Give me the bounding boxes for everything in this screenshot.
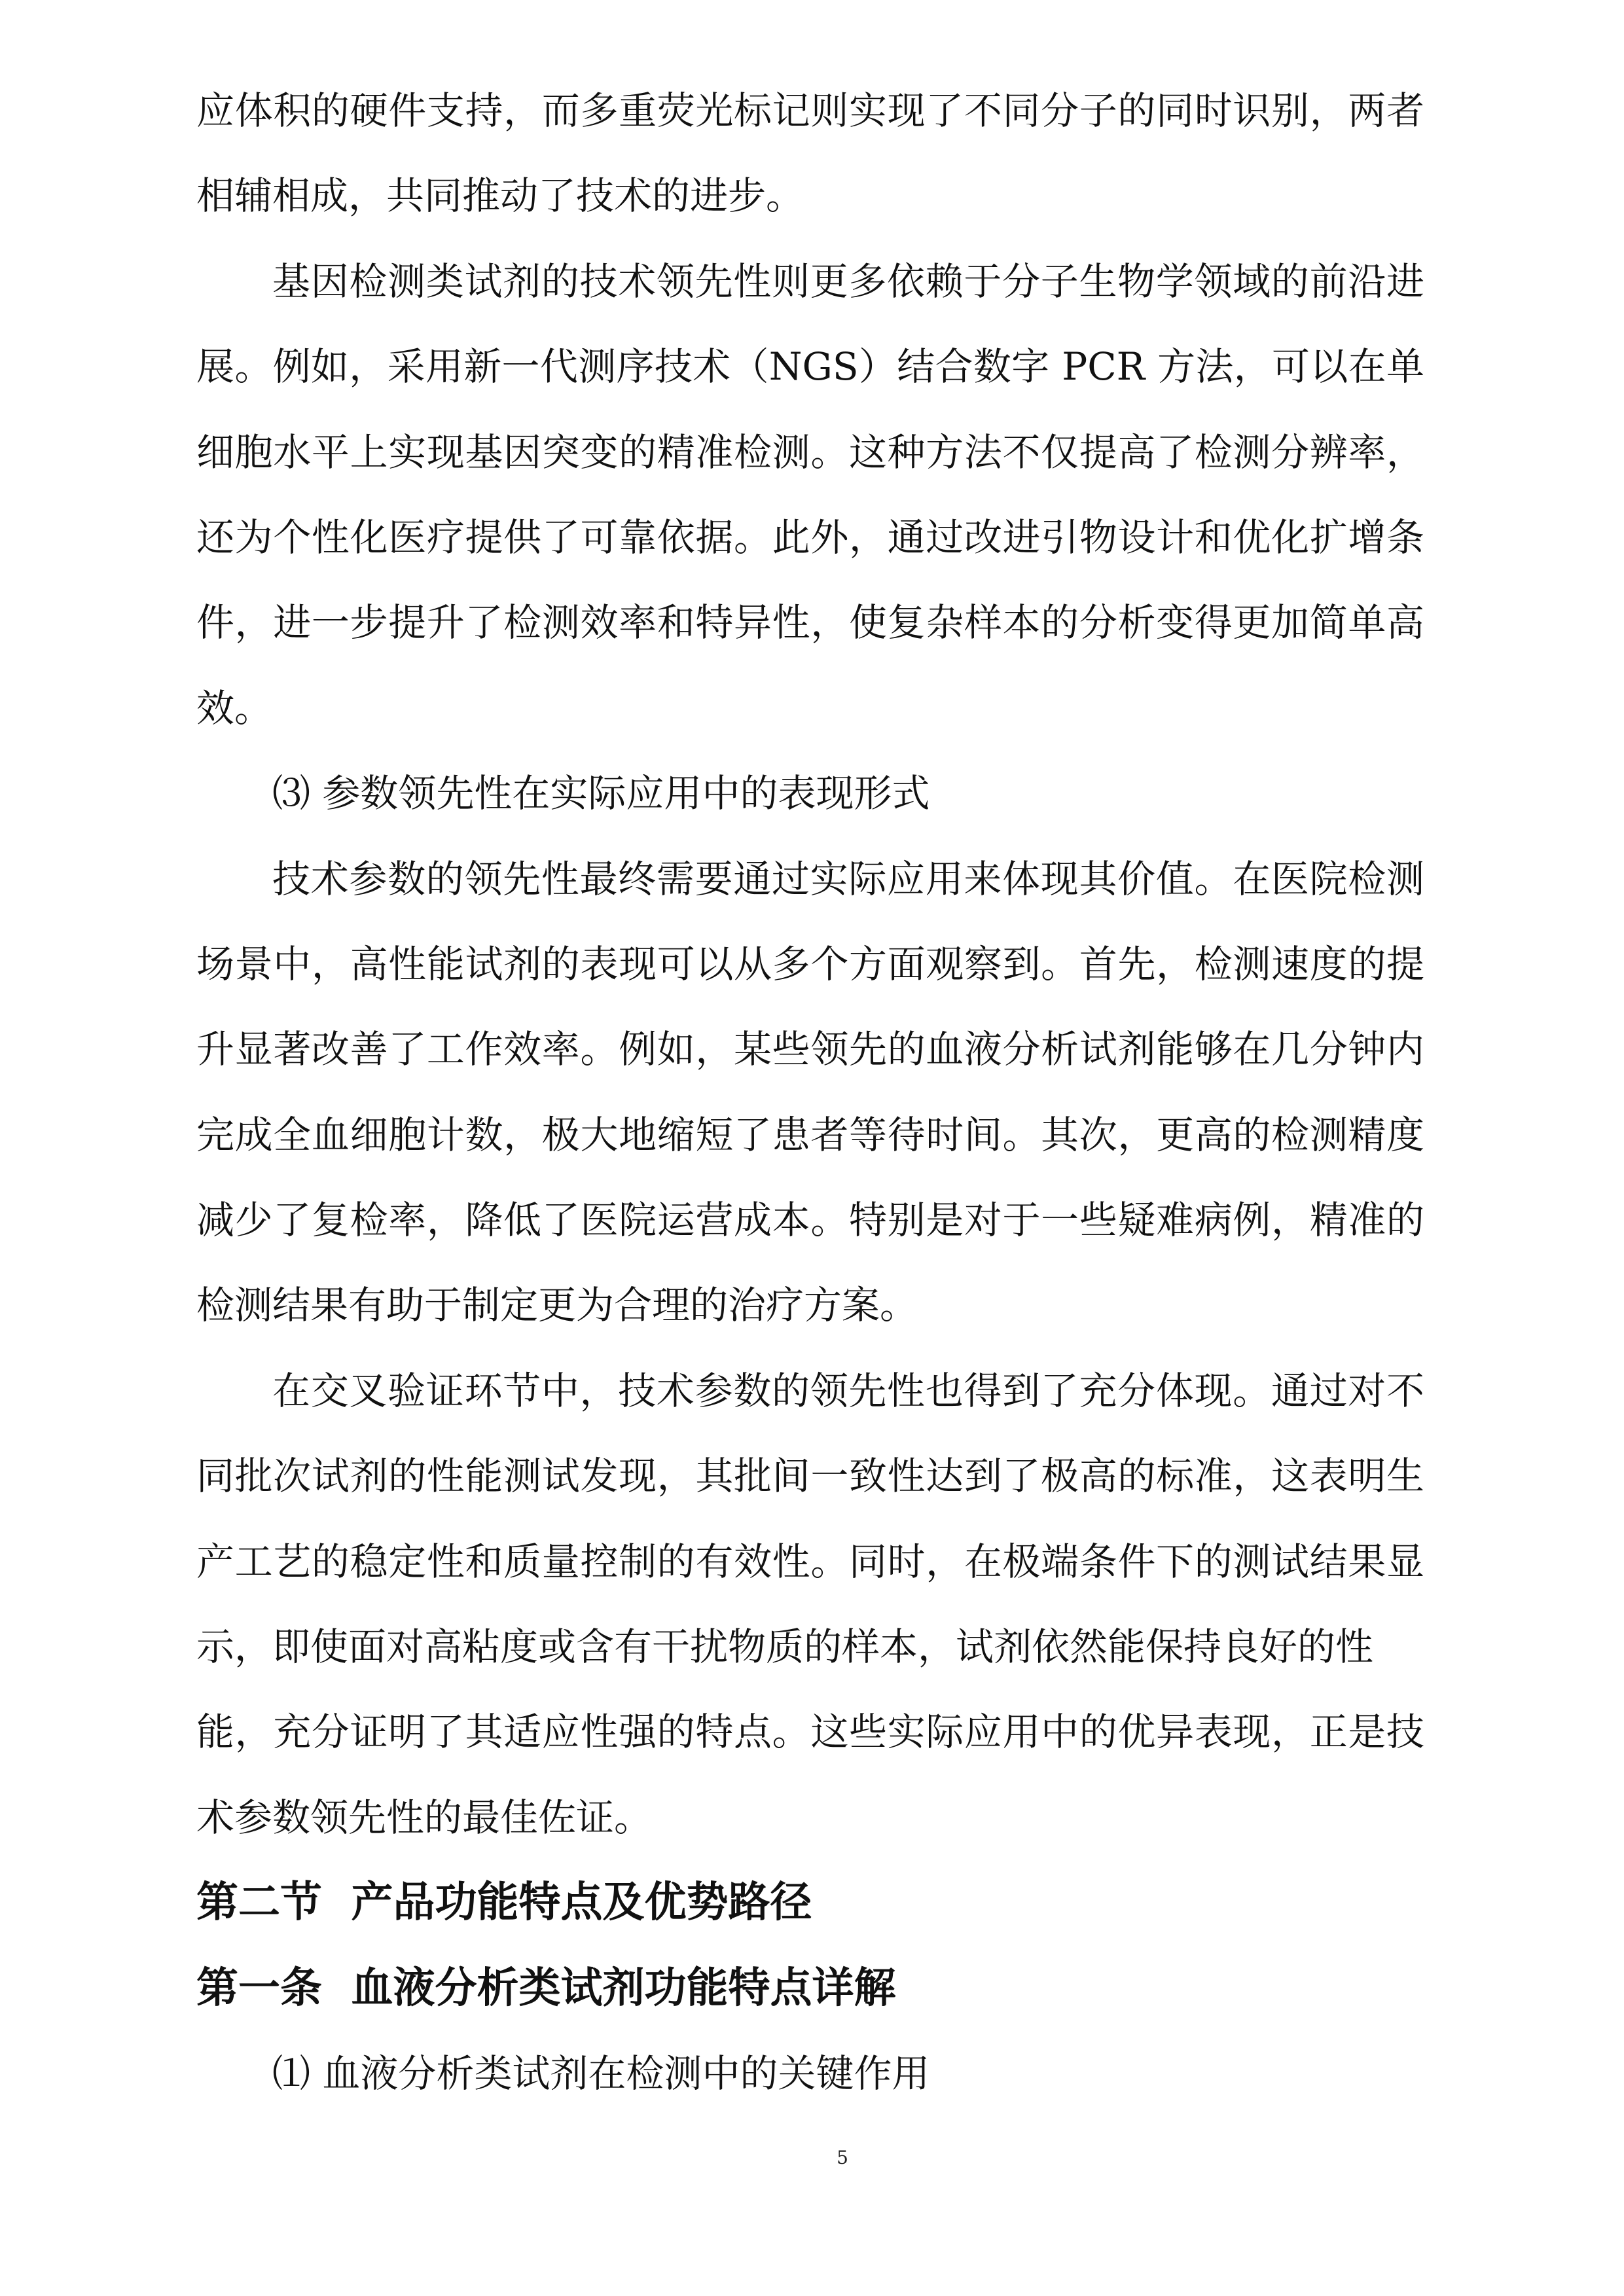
paragraph-line: 检测结果有助于制定更为合理的治疗方案。 <box>196 1283 918 1328</box>
paragraph-gene-detection <box>196 239 1424 751</box>
paragraph-line: 在交叉验证环节中，技术参数的领先性也得到了充分体现。通过对不 <box>272 1368 1424 1413</box>
paragraph-line: 术参数领先性的最佳佐证。 <box>196 1795 653 1840</box>
paragraph-line: 细胞水平上实现基因突变的精准检测。这种方法不仅提高了检测分辨率， <box>196 429 1424 475</box>
page-body <box>196 68 1424 2116</box>
paragraph-line: 完成全血细胞计数，极大地缩短了患者等待时间。其次，更高的检测精度 <box>196 1112 1424 1157</box>
subheading-parameter-application: ⑶ 参数领先性在实际应用中的表现形式 <box>272 771 930 816</box>
paragraph-line: 能，充分证明了其适应性强的特点。这些实际应用中的优异表现，正是技 <box>196 1710 1424 1755</box>
paragraph-line: 同批次试剂的性能测试发现，其批间一致性达到了极高的标准，这表明生 <box>196 1454 1424 1499</box>
paragraph-line: 还为个性化医疗提供了可靠依据。此外，通过改进引物设计和优化扩增条 <box>196 514 1424 560</box>
paragraph-line: 示，即使面对高粘度或含有干扰物质的样本，试剂依然能保持良好的性 <box>196 1624 1374 1670</box>
section-heading: 第二节 产品功能特点及优势路径 <box>196 1878 812 1928</box>
paragraph-line: 展。例如，采用新一代测序技术（NGS）结合数字 PCR 方法，可以在单 <box>196 344 1424 389</box>
paragraph-line: 产工艺的稳定性和质量控制的有效性。同时，在极端条件下的测试结果显 <box>196 1539 1424 1584</box>
paragraph-line: 效。 <box>196 685 273 730</box>
paragraph-line: 升显著改善了工作效率。例如，某些领先的血液分析试剂能够在几分钟内 <box>196 1027 1424 1072</box>
paragraph-continued <box>196 68 1424 239</box>
paragraph-line: 应体积的硬件支持，而多重荧光标记则实现了不同分子的同时识别，两者 <box>196 88 1424 133</box>
article-heading: 第一条 血液分析类试剂功能特点详解 <box>196 1964 896 2013</box>
paragraph-application <box>196 836 1424 1348</box>
subheading-key-role: ⑴ 血液分析类试剂在检测中的关键作用 <box>272 2051 930 2096</box>
paragraph-line: 相辅相成，共同推动了技术的进步。 <box>196 173 804 219</box>
paragraph-line: 技术参数的领先性最终需要通过实际应用来体现其价值。在医院检测 <box>272 856 1424 901</box>
page-number: 5 <box>837 2147 848 2168</box>
paragraph-cross-validation <box>196 1348 1424 1860</box>
paragraph-line: 场景中，高性能试剂的表现可以从多个方面观察到。首先，检测速度的提 <box>196 941 1424 986</box>
paragraph-line: 件，进一步提升了检测效率和特异性，使复杂样本的分析变得更加简单高 <box>196 600 1424 645</box>
paragraph-line: 基因检测类试剂的技术领先性则更多依赖于分子生物学领域的前沿进 <box>272 259 1424 304</box>
paragraph-line: 减少了复检率，降低了医院运营成本。特别是对于一些疑难病例，精准的 <box>196 1198 1424 1243</box>
